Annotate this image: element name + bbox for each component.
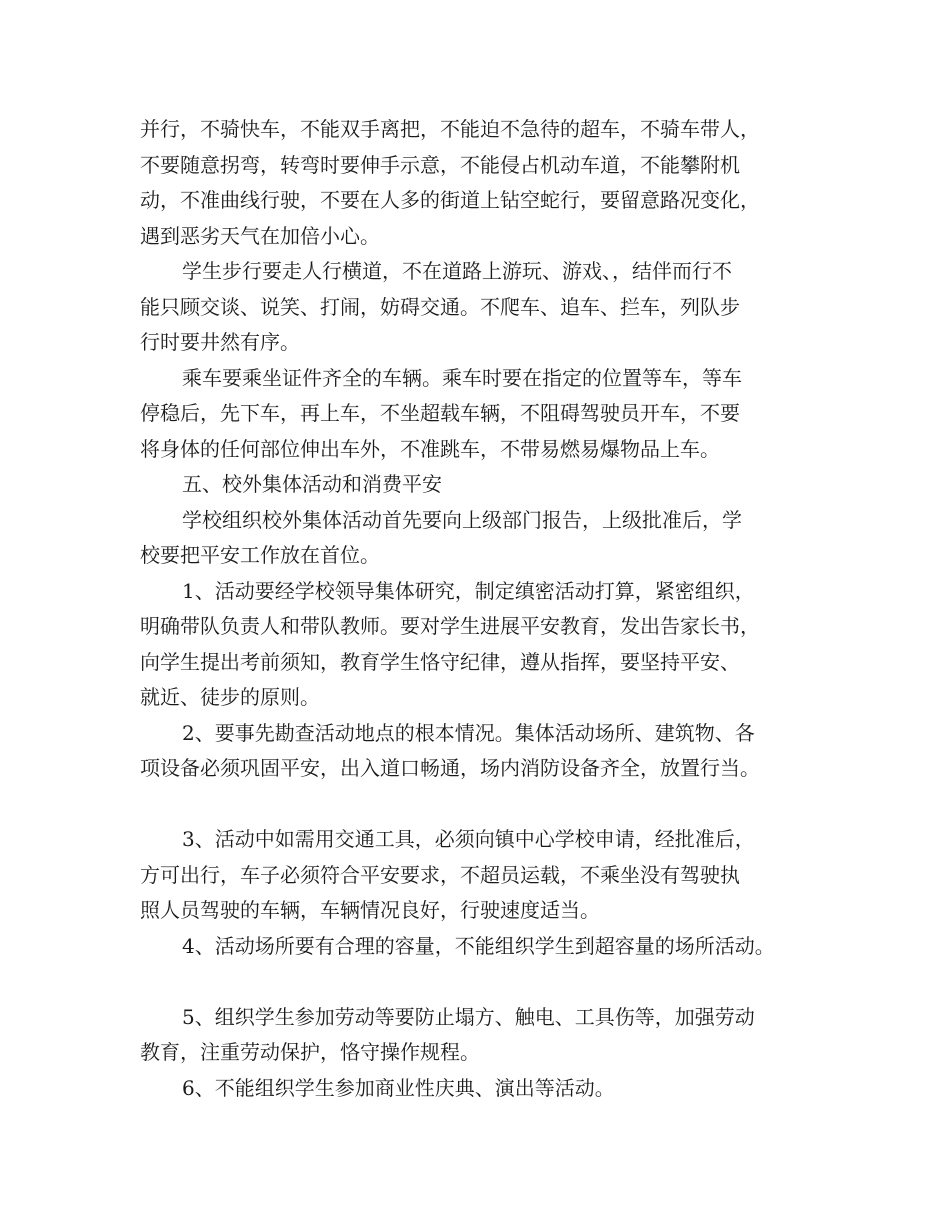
text-line: 教育，注重劳动保护，恪守操作规程。 [140,1040,480,1064]
list-item-6-line: 6、不能组织学生参加商业性庆典、演出等活动。 [182,1075,615,1100]
list-item-5-line: 5、组织学生参加劳动等要防止塌方、触电、工具伤等，加强劳动 [182,1004,755,1029]
text-line: 动，不准曲线行驶，不要在人多的街道上钻空蛇行，要留意路况变化， [140,188,760,212]
text-line: 向学生提出考前须知，教育学生恪守纪律，遵从指挥，要坚持平安、 [140,649,740,674]
text-line: 不要随意拐弯，转弯时要伸手示意，不能侵占机动车道，不能攀附机 [140,152,740,177]
text-line: 将身体的任何部位伸出车外，不准跳车，不带易燃易爆物品上车。 [140,436,720,461]
text-line: 行时要井然有序。 [140,330,300,354]
text-line: 照人员驾驶的车辆，车辆情况良好，行驶速度适当。 [140,898,600,922]
list-item-1-line: 1、活动要经学校领导集体研究，制定缜密活动打算，紧密组织， [182,578,755,603]
text-line: 项设备必须巩固平安，出入道口畅通，场内消防设备齐全，放置行当。 [140,756,760,780]
text-line: 能只顾交谈、说笑、打闹，妨碍交通。不爬车、追车、拦车，列队步 [140,294,740,319]
text-line: 明确带队负责人和带队教师。要对学生进展平安教育，发出告家长书， [140,614,760,638]
blank-line [140,964,830,1000]
list-item-3-line: 3、活动中如需用交通工具，必须向镇中心学校申请，经批准后， [182,827,755,851]
text-line: 校要把平安工作放在首位。 [140,543,380,567]
paragraph-start-line: 学校组织校外集体活动首先要向上级部门报告，上级批准后，学 [182,507,742,532]
document-body [140,112,830,1106]
text-line: 就近、徒步的原则。 [140,685,320,709]
text-line: 停稳后，先下车，再上车，不坐超载车辆，不阻碍驾驶员开车，不要 [140,401,740,425]
blank-line [140,787,830,823]
section-heading: 五、校外集体活动和消费平安 [182,472,442,496]
text-line: 遇到恶劣天气在加倍小心。 [140,223,380,248]
text-line: 并行，不骑快车，不能双手离把，不能迫不急待的超车，不骑车带人， [140,117,760,141]
paragraph-start-line: 学生步行要走人行横道，不在道路上游玩、游戏、，结伴而行不 [182,259,732,283]
paragraph-start-line: 乘车要乘坐证件齐全的车辆。乘车时要在指定的位置等车，等车 [182,365,742,390]
list-item-2-line: 2、要事先勘查活动地点的根本情况。集体活动场所、建筑物、各 [182,720,755,745]
text-line: 方可出行，车子必须符合平安要求，不超员运载，不乘坐没有驾驶执 [140,862,740,887]
list-item-4-line: 4、活动场所要有合理的容量，不能组织学生到超容量的场所活动。 [182,933,775,958]
